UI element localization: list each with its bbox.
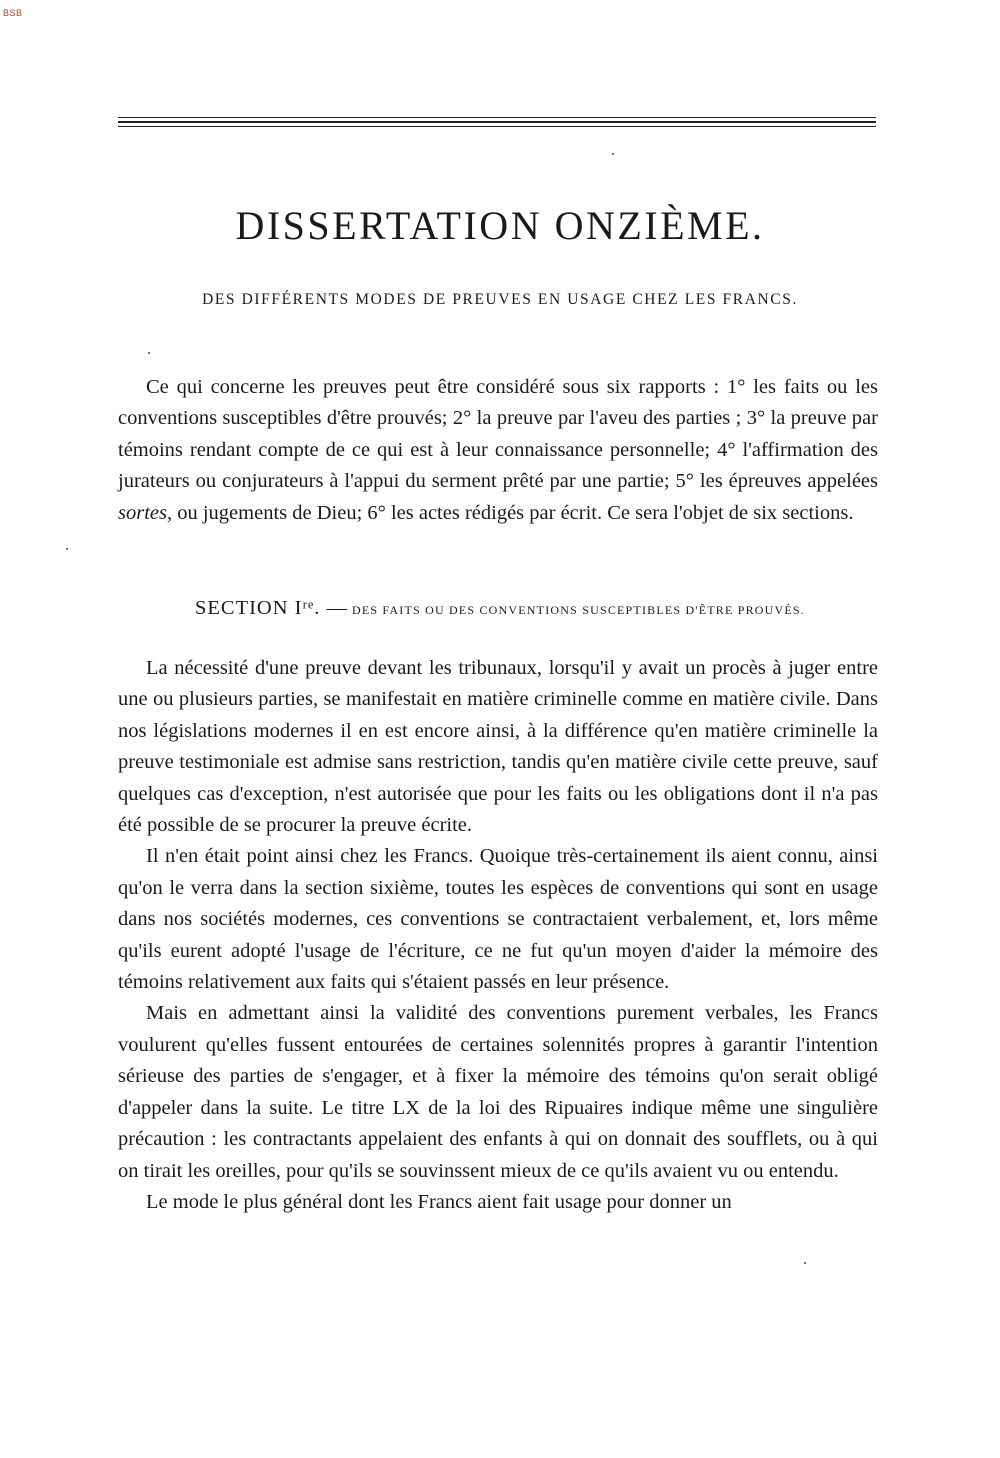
ink-speck [148, 352, 150, 354]
library-stamp: BSB [3, 8, 23, 18]
page-title: DISSERTATION ONZIÈME. [235, 203, 765, 248]
ink-speck [804, 1262, 806, 1264]
ink-speck [66, 548, 68, 550]
section-title: DES FAITS OU DES CONVENTIONS SUSCEPTIBLES D'ÊTRE PROUVÉS. [351, 603, 805, 617]
intro-italic-term: sortes, [118, 501, 173, 524]
header-rule [118, 117, 876, 127]
intro-paragraph [118, 372, 878, 529]
page-subtitle: DES DIFFÉRENTS MODES DE PREUVES EN USAGE CHEZ LES FRANCS. [202, 291, 798, 308]
body-paragraph: La nécessité d'une preuve devant les tribunaux, lorsqu'il y avait un procès à juger entre une ou plusieurs parties, se manifestait en matière criminelle comme en matière civile. Dans nos législations modernes il en est encore ainsi, à la différence qu'en matière criminelle la preuve testimoniale est admise sans restriction, tandis qu'en matière civile cette preuve, sauf quelques cas d'exception, n'est autorisée que pour les faits ou les obligations dont il n'a pas été possible de se procurer la preuve écrite. [118, 657, 878, 837]
body-paragraph: Il n'en était point ainsi chez les Francs. Quoique très-certainement ils aient connu, ainsi qu'on le verra dans la section sixième, toutes les espèces de conventions qui sont en usage dans nos sociétés modernes, ces conventions se contractaient verbalement, et, lors même qu'ils eurent adopté l'usage de l'écriture, ce ne fut qu'un moyen d'aider la mémoire des témoins relativement aux faits qui s'étaient passés en leur présence. [118, 845, 878, 994]
section-label: SECTION Iʳᵉ. — [194, 597, 348, 619]
body-paragraph: Le mode le plus général dont les Francs aient fait usage pour donner un [146, 1190, 732, 1213]
intro-text-end: ou jugements de Dieu; 6° les actes rédigés par écrit. Ce sera l'objet de six sections. [172, 501, 854, 524]
body-paragraph: Mais en admettant ainsi la validité des conventions purement verbales, les Francs voulurent qu'elles fussent entourées de certaines solennités propres à garantir l'intention sérieuse des parties de s'engager, et à fixer la mémoire des témoins qu'on serait obligé d'appeler dans la suite. Le titre LX de la loi des Ripuaires indique même une singulière précaution : les contractants appelaient des enfants à qui on donnait des soufflets, ou à qui on tirait les oreilles, pour qu'ils se souvinssent mieux de ce qu'ils avaient vu ou entendu. [118, 1002, 878, 1182]
ink-speck [612, 153, 614, 155]
body-text [118, 653, 878, 1218]
section-heading [0, 597, 1000, 620]
intro-text-start: Ce qui concerne les preuves peut être considéré sous six rapports : 1° les faits ou les conventions susceptibles d'être prouvés; 2° la preuve par l'aveu des parties ; 3° la preuve par témoins rendant compte de ce qui est à leur connaissance personnelle; 4° l'affirmation des jurateurs ou conjurateurs à l'appui du serment prêté par une partie; 5° les épreuves appelées [118, 376, 878, 493]
